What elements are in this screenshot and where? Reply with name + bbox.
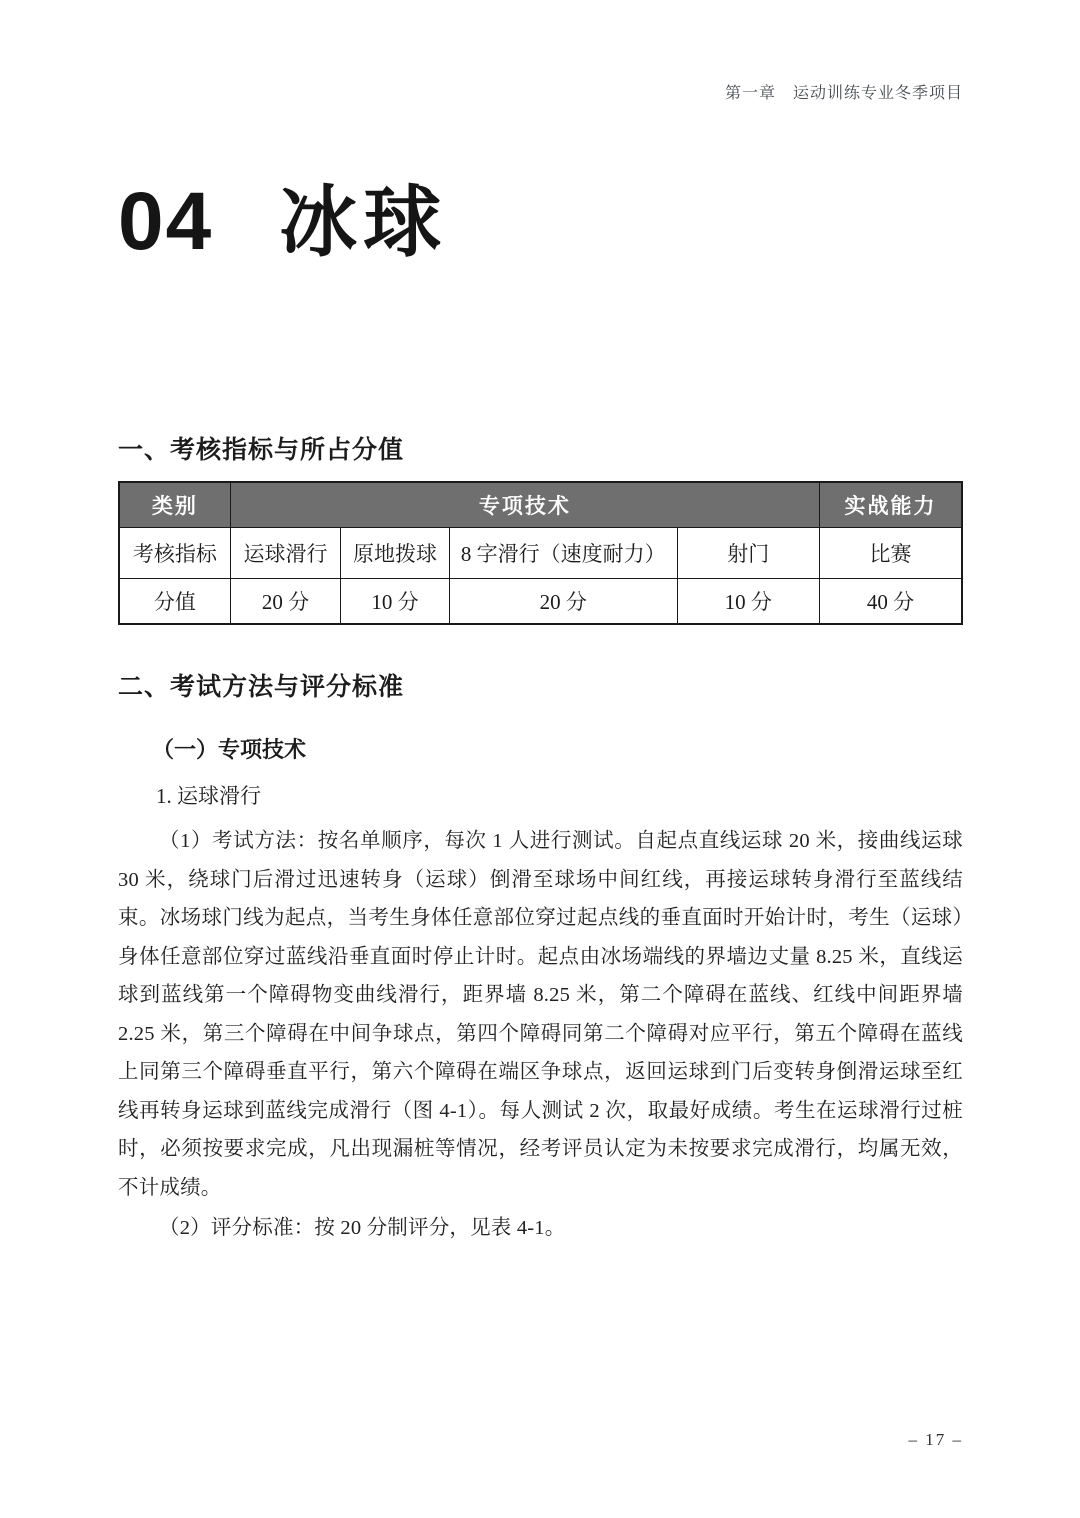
- running-header: 第一章 运动训练专业冬季项目: [724, 85, 963, 102]
- row-label: 分值: [119, 578, 230, 624]
- table-cell: 10 分: [341, 578, 450, 624]
- header-cell-category: 类别: [119, 482, 230, 527]
- page-number: – 17 –: [908, 1430, 963, 1449]
- table-cell: 运球滑行: [230, 527, 340, 578]
- score-table: [118, 481, 963, 625]
- section-heading-indicators: 一、考核指标与所占分值: [118, 437, 405, 464]
- table-cell: 20 分: [230, 578, 340, 624]
- table-header-row: [119, 482, 962, 527]
- chapter-number: 04: [118, 176, 214, 267]
- header-cell-practical: 实战能力: [820, 482, 963, 527]
- item-heading-dribble-skating: 1. 运球滑行: [156, 784, 261, 808]
- table-cell: 原地拨球: [341, 527, 450, 578]
- table-cell: 8 字滑行（速度耐力）: [449, 527, 677, 578]
- paragraph-scoring-standard: （2）评分标准：按 20 分制评分，见表 4-1。: [159, 1217, 566, 1239]
- table-row-indicators: [119, 527, 962, 578]
- section-heading-methods: 二、考试方法与评分标准: [118, 674, 405, 701]
- sub-heading-special-skills: （一）专项技术: [152, 737, 307, 762]
- row-label: 考核指标: [119, 527, 230, 578]
- page-content: [118, 0, 963, 1248]
- table-cell: 比赛: [820, 527, 963, 578]
- header-cell-special-skills: 专项技术: [230, 482, 819, 527]
- table-row-scores: [119, 578, 962, 624]
- table-cell: 射门: [677, 527, 819, 578]
- paragraph-exam-method: （1）考试方法：按名单顺序，每次 1 人进行测试。自起点直线运球 20 米，接曲线运球 30 米，绕球门后滑过迅速转身（运球）倒滑至球场中间红线，再接运球转身滑行至蓝线结束。冰场球门线为起点，当考生身体任意部位穿过起点线的垂直面时开始计时，考生（运球）身体任意部位穿过蓝线沿垂直面时停止计时。起点由冰场端线的界墙边丈量 8.25 米，直线运球到蓝线第一个障碍物变曲线滑行，距界墙 8.25 米，第二个障碍在蓝线、红线中间距界墙 2.25 米，第三个障碍在中间争球点，第四个障碍同第二个障碍对应平行，第五个障碍在蓝线上同第三个障碍垂直平行，第六个障碍在端区争球点，返回运球到门后变转身倒滑运球至红线再转身运球到蓝线完成滑行（图 4-1）。每人测试 2 次，取最好成绩。考生在运球滑行过桩时，必须按要求完成，凡出现漏桩等情况，经考评员认定为未按要求完成滑行，均属无效，不计成绩。: [118, 830, 963, 1199]
- chapter-name: 冰球: [279, 178, 448, 266]
- table-cell: 10 分: [677, 578, 819, 624]
- table-cell: 40 分: [820, 578, 963, 624]
- table-cell: 20 分: [449, 578, 677, 624]
- chapter-title: [118, 160, 963, 272]
